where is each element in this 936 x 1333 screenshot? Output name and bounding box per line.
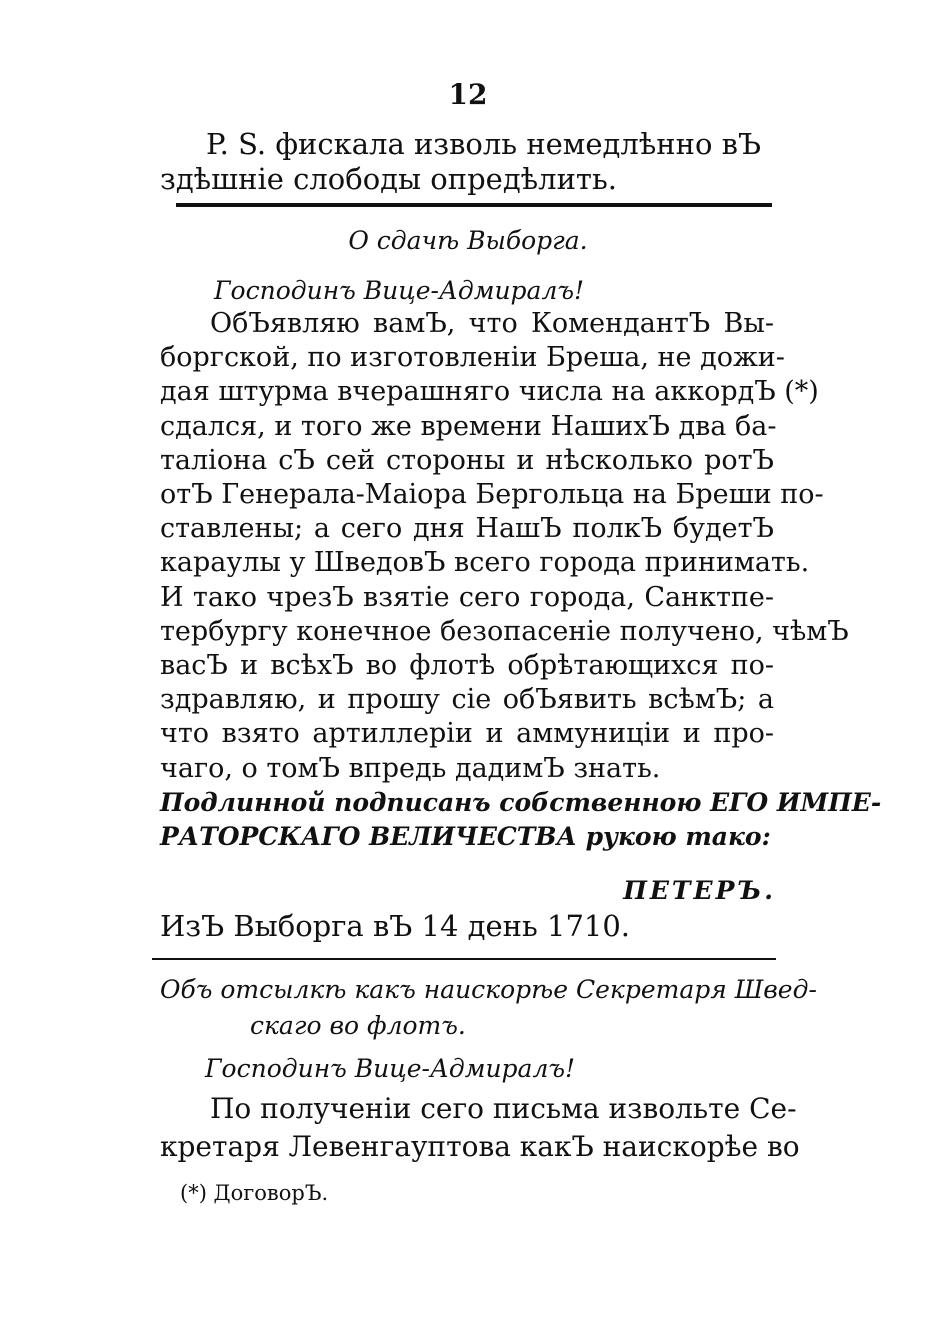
- signature-note-line-1: Подлинной подписанъ собственною ЕГО ИМПЕ-: [160, 788, 882, 817]
- letter-body-line: васЪ и всѣхЪ во флотѣ обрѣтающихся по-: [160, 650, 774, 682]
- letter-body-line: ОбЪявляю вамЪ, что КомендантЪ Вы-: [210, 308, 774, 339]
- signature-note-line-2: РАТОРСКАГО ВЕЛИЧЕСТВА рукою тако:: [160, 822, 771, 851]
- letter-body-line: боргской, по изготовленіи Бреша, не дожи-: [160, 342, 785, 374]
- page-number: 12: [448, 78, 488, 111]
- section2-heading-line-1: Объ отсылкѣ какъ наискорѣе Секретаря Швед-: [160, 975, 817, 1004]
- footnote: (*) ДоговорЪ.: [180, 1181, 329, 1205]
- letter-body-line: дая штурма вчерашняго числа на аккордЪ (*): [160, 376, 819, 408]
- section2-heading: [160, 972, 817, 1044]
- letter-body-last-line: чаго, о томЪ впредь дадимЪ знать.: [160, 752, 661, 784]
- section-divider-rule: [176, 203, 772, 207]
- section-heading: О сдачѣ Выборга.: [348, 226, 588, 255]
- letter-body-line: таліона сЪ сей стороны и нѣсколько ротЪ: [160, 444, 774, 476]
- letter-date: ИзЪ Выборга вЪ 14 день 1710.: [160, 909, 631, 943]
- letter-body-line: сдался, и того же времени НашихЪ два ба-: [160, 410, 777, 442]
- letter-body-line: что взято артиллеріи и аммуниціи и про-: [160, 718, 774, 750]
- letter-body-line: здравляю, и прошу сіе обЪявить всѣмЪ; а: [160, 684, 774, 716]
- postscript-line-1: P. S. фискала изволь немедлѣнно вЪ: [206, 127, 761, 161]
- section2-greeting: Господинъ Вице-Адмиралъ!: [205, 1054, 576, 1083]
- section2-heading-line-2: скаго во флотъ.: [250, 1011, 466, 1040]
- section2-body-line: кретаря Левенгауптова какЪ наискорѣе во: [160, 1130, 800, 1163]
- letter-body-line: караулы у ШведовЪ всего города принимать.: [160, 547, 810, 579]
- letter-greeting: Господинъ Вице-Адмиралъ!: [214, 276, 585, 305]
- letter-body: [160, 307, 849, 786]
- section2-body-line: По полученіи сего письма извольте Се-: [210, 1092, 797, 1125]
- letter-body-line: ставлены; а сего дня НашЪ полкЪ будетЪ: [160, 513, 774, 545]
- letter-body-line: отЪ Генерала-Маіора Бергольца на Бреши по-: [160, 479, 824, 511]
- postscript-line-2: здѣшніе слободы опредѣлить.: [160, 162, 617, 196]
- letter-body-line: И тако чрезЪ взятіе сего города, Санктпе-: [160, 581, 774, 613]
- signature-note: [160, 786, 881, 854]
- letter-body-line: тербургу конечное безопасеніе получено, чѣмЪ: [160, 615, 849, 647]
- signature-name: ПЕТЕРЪ.: [623, 876, 776, 905]
- section2-body: [160, 1090, 800, 1166]
- section-divider-rule-2: [152, 958, 776, 960]
